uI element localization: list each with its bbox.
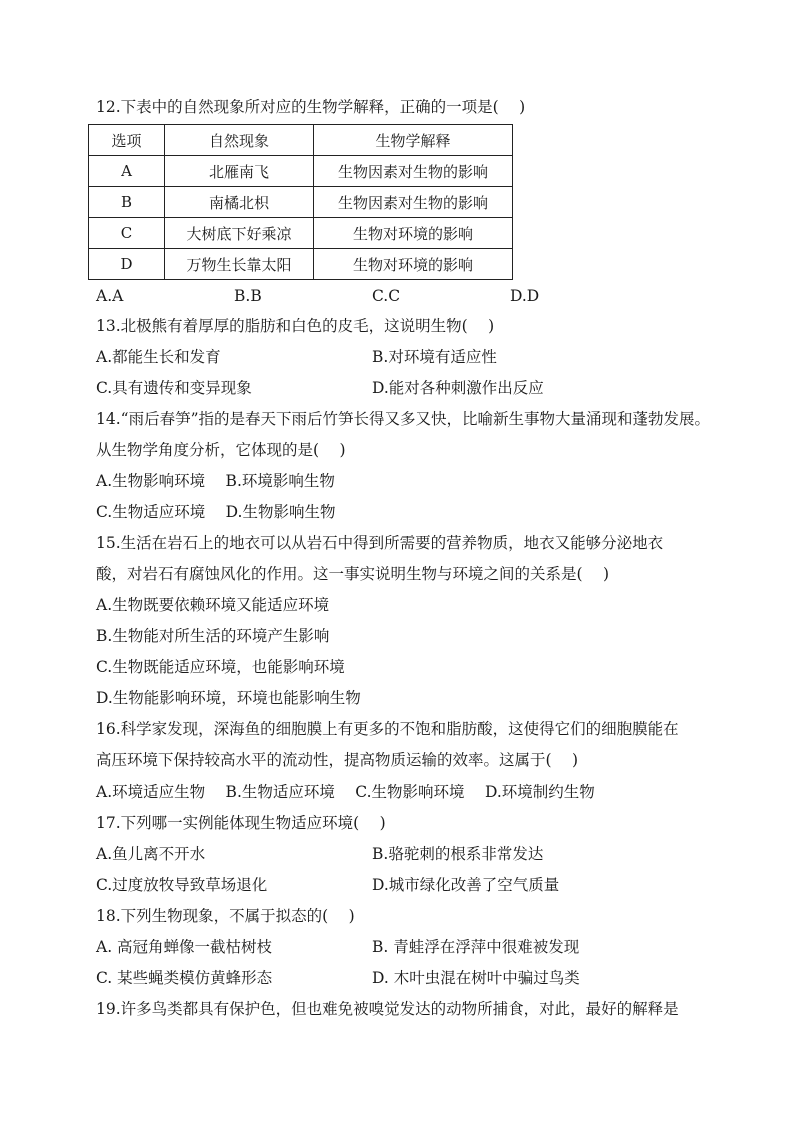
q13-option-d: D.能对各种刺激作出反应 <box>372 379 544 397</box>
table-cell: 生物因素对生物的影响 <box>314 187 513 218</box>
q12-stem: 12.下表中的自然现象所对应的生物学解释，正确的一项是( ) <box>96 98 526 116</box>
q14-stem-line1: 14.“雨后春笋”指的是春天下雨后竹笋长得又多又快，比喻新生事物大量涌现和蓬勃发展。 <box>96 410 711 428</box>
q17-option-c: C.过度放牧导致草场退化 <box>96 876 268 894</box>
q18-option-d: D. 木叶虫混在树叶中骗过鸟类 <box>372 969 580 987</box>
q12-option-c: C.C <box>372 287 401 305</box>
q15-stem-line1: 15.生活在岩石上的地衣可以从岩石中得到所需要的营养物质，地衣又能够分泌地衣 <box>96 534 664 552</box>
q16-stem-line2: 高压环境下保持较高水平的流动性，提高物质运输的效率。这属于( ) <box>96 751 579 769</box>
table-cell: 生物因素对生物的影响 <box>314 156 513 187</box>
q14-stem-line2: 从生物学角度分析，它体现的是( ) <box>96 441 346 459</box>
q13-option-b: B.对环境有适应性 <box>372 348 497 366</box>
q13-option-c: C.具有遗传和变异现象 <box>96 379 252 397</box>
table-cell: 大树底下好乘凉 <box>165 218 314 249</box>
q12-option-b: B.B <box>234 287 262 305</box>
q15-option-b: B.生物能对所生活的环境产生影响 <box>96 627 330 645</box>
table-header: 生物学解释 <box>314 125 513 156</box>
table-cell: D <box>89 249 165 280</box>
table-row <box>89 156 513 187</box>
q17-stem: 17.下列哪一实例能体现生物适应环境( ) <box>96 814 386 832</box>
q12-table <box>88 124 513 280</box>
table-header: 选项 <box>89 125 165 156</box>
table-row <box>89 187 513 218</box>
q13-stem: 13.北极熊有着厚厚的脂肪和白色的皮毛，这说明生物( ) <box>96 317 495 335</box>
q18-stem: 18.下列生物现象，不属于拟态的( ) <box>96 907 355 925</box>
q15-option-c: C.生物既能适应环境，也能影响环境 <box>96 658 345 676</box>
table-cell: A <box>89 156 165 187</box>
table-row <box>89 218 513 249</box>
table-cell: 生物对环境的影响 <box>314 249 513 280</box>
table-cell: 生物对环境的影响 <box>314 218 513 249</box>
q16-options: A.环境适应生物 B.生物适应环境 C.生物影响环境 D.环境制约生物 <box>96 783 595 801</box>
table-cell: 万物生长靠太阳 <box>165 249 314 280</box>
table-cell: B <box>89 187 165 218</box>
q16-stem-line1: 16.科学家发现，深海鱼的细胞膜上有更多的不饱和脂肪酸，这使得它们的细胞膜能在 <box>96 720 679 738</box>
q15-stem-line2: 酸，对岩石有腐蚀风化的作用。这一事实说明生物与环境之间的关系是( ) <box>96 565 610 583</box>
q19-stem: 19.许多鸟类都具有保护色，但也难免被嗅觉发达的动物所捕食，对此，最好的解释是 <box>96 1000 679 1018</box>
q14-options-cd: C.生物适应环境 D.生物影响生物 <box>96 503 336 521</box>
q13-option-a: A.都能生长和发育 <box>96 348 221 366</box>
q15-option-d: D.生物能影响环境，环境也能影响生物 <box>96 689 361 707</box>
q15-option-a: A.生物既要依赖环境又能适应环境 <box>96 596 330 614</box>
q18-option-b: B. 青蛙浮在浮萍中很难被发现 <box>372 938 580 956</box>
table-cell: C <box>89 218 165 249</box>
q14-options-ab: A.生物影响环境 B.环境影响生物 <box>96 472 335 490</box>
table-header: 自然现象 <box>165 125 314 156</box>
q12-option-d: D.D <box>510 287 540 305</box>
q18-option-a: A. 高冠角蝉像一截枯树枝 <box>96 938 273 956</box>
table-cell: 北雁南飞 <box>165 156 314 187</box>
q17-option-d: D.城市绿化改善了空气质量 <box>372 876 560 894</box>
table-header-row <box>89 125 513 156</box>
q17-option-a: A.鱼儿离不开水 <box>96 845 206 863</box>
q12-option-a: A.A <box>96 287 124 305</box>
table-cell: 南橘北枳 <box>165 187 314 218</box>
q17-option-b: B.骆驼刺的根系非常发达 <box>372 845 544 863</box>
q18-option-c: C. 某些蝇类模仿黄蜂形态 <box>96 969 273 987</box>
table-row <box>89 249 513 280</box>
